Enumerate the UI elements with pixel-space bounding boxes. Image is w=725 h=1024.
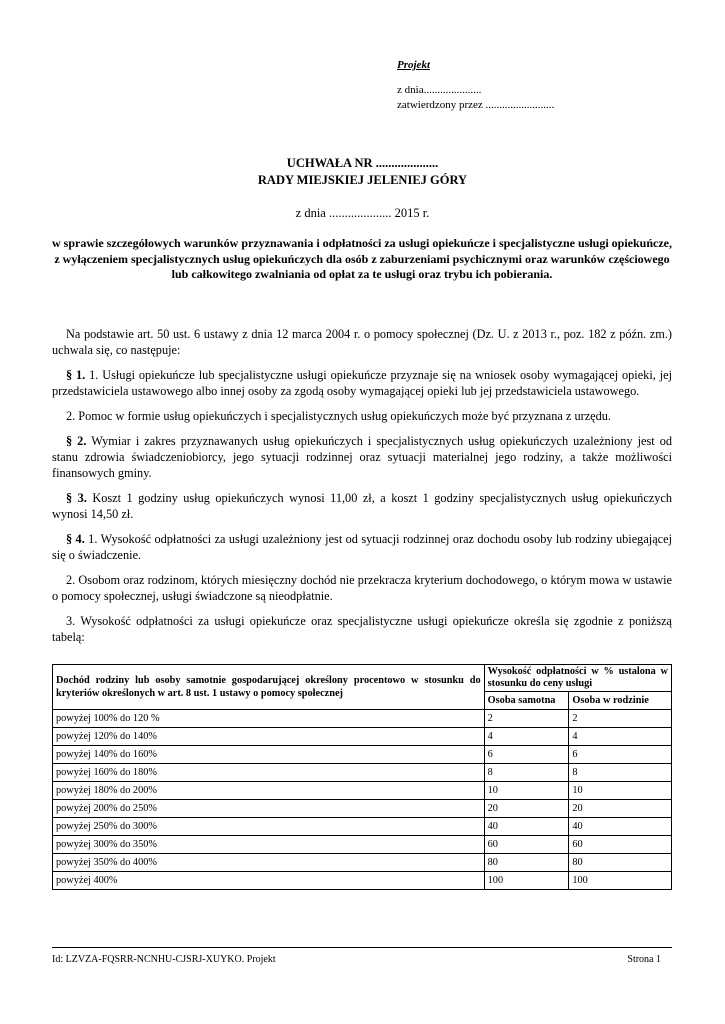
fee-table bbox=[52, 664, 672, 890]
paragraph-2-mark: § 2. bbox=[66, 434, 87, 448]
single-fee-cell: 100 bbox=[484, 872, 569, 890]
paragraph-4-point-3: 3. Wysokość odpłatności za usługi opiekuńcze oraz specjalistyczne usługi opiekuńcze określa się zgodnie z poniższą tabelą: bbox=[52, 614, 672, 644]
family-fee-cell: 6 bbox=[569, 746, 672, 764]
table-row bbox=[53, 782, 672, 800]
table-row bbox=[53, 728, 672, 746]
single-fee-cell: 2 bbox=[484, 710, 569, 728]
family-fee-cell: 60 bbox=[569, 836, 672, 854]
fee-table-body bbox=[53, 710, 672, 890]
paragraph-1-mark: § 1. bbox=[66, 368, 86, 382]
income-range-cell: powyżej 200% do 250% bbox=[53, 800, 485, 818]
header-family: Osoba w rodzinie bbox=[569, 692, 672, 710]
income-range-cell: powyżej 180% do 200% bbox=[53, 782, 485, 800]
paragraph-1-text: 1. Usługi opiekuńcze lub specjalistyczne usługi opiekuńcze przyznaje się na wniosek osoby wymagającej opieki, jej przedstawiciela ustawowego albo innej osoby za zgodą osoby wymagającej opieki lub jej przedstawiciela ustawowego. bbox=[52, 368, 672, 398]
paragraph-3 bbox=[52, 490, 672, 522]
family-fee-cell: 2 bbox=[569, 710, 672, 728]
table-row bbox=[53, 800, 672, 818]
table-row bbox=[53, 854, 672, 872]
income-range-cell: powyżej 120% do 140% bbox=[53, 728, 485, 746]
header-income: Dochód rodziny lub osoby samotnie gospodarującej określony procentowo w stosunku do kryteriów określonych w art. 8 ust. 1 ustawy o pomocy społecznej bbox=[53, 665, 485, 710]
paragraph-4-text: 1. Wysokość odpłatności za usługi uzależniony jest od sytuacji rodzinnej oraz dochodu osoby lub rodziny ubiegającej się o świadczenie. bbox=[52, 532, 672, 562]
header-block bbox=[397, 58, 554, 113]
table-row bbox=[53, 710, 672, 728]
single-fee-cell: 8 bbox=[484, 764, 569, 782]
table-row bbox=[53, 836, 672, 854]
header-approved-line: zatwierdzony przez ......................... bbox=[397, 99, 555, 111]
document-id: Id: LZVZA-FQSRR-NCNHU-CJSRJ-XUYKO. Projekt bbox=[52, 954, 276, 965]
page-number: Strona 1 bbox=[627, 954, 661, 965]
single-fee-cell: 60 bbox=[484, 836, 569, 854]
single-fee-cell: 4 bbox=[484, 728, 569, 746]
project-label: Projekt bbox=[397, 59, 430, 71]
income-range-cell: powyżej 400% bbox=[53, 872, 485, 890]
family-fee-cell: 80 bbox=[569, 854, 672, 872]
paragraph-2 bbox=[52, 433, 672, 481]
header-single: Osoba samotna bbox=[484, 692, 569, 710]
single-fee-cell: 40 bbox=[484, 818, 569, 836]
income-range-cell: powyżej 140% do 160% bbox=[53, 746, 485, 764]
resolution-title-line1: UCHWAŁA NR .................... bbox=[286, 156, 439, 170]
table-row bbox=[53, 764, 672, 782]
paragraph-1-point-2: 2. Pomoc w formie usług opiekuńczych i specjalistycznych usług opiekuńczych może być przyznana z urzędu. bbox=[66, 409, 611, 423]
family-fee-cell: 100 bbox=[569, 872, 672, 890]
paragraph-2-text: Wymiar i zakres przyznawanych usług opiekuńczych i specjalistycznych usług opiekuńczych uzależniony jest od stanu zdrowia świadczeniobiorcy, jego sytuacji rodzinnej oraz sytuacji materialnej jego rodziny, a także możliwości finansowych gminy. bbox=[52, 434, 673, 480]
family-fee-cell: 8 bbox=[569, 764, 672, 782]
single-fee-cell: 10 bbox=[484, 782, 569, 800]
income-range-cell: powyżej 100% do 120 % bbox=[53, 710, 485, 728]
single-fee-cell: 80 bbox=[484, 854, 569, 872]
paragraph-4-point-2: 2. Osobom oraz rodzinom, których miesięczny dochód nie przekracza kryterium dochodowego, o którym mowa w ustawie o pomocy społecznej, usługi świadczone są nieodpłatnie. bbox=[52, 573, 672, 603]
income-range-cell: powyżej 250% do 300% bbox=[53, 818, 485, 836]
header-fee: Wysokość odpłatności w % ustalona w stosunku do ceny usługi bbox=[484, 665, 671, 692]
family-fee-cell: 10 bbox=[569, 782, 672, 800]
preamble: Na podstawie art. 50 ust. 6 ustawy z dnia 12 marca 2004 r. o pomocy społecznej (Dz. U. z 2013 r., poz. 182 z późn. zm.) uchwala się, co następuje: bbox=[52, 327, 672, 357]
income-range-cell: powyżej 160% do 180% bbox=[53, 764, 485, 782]
fee-table-header-row bbox=[53, 665, 672, 692]
table-row bbox=[53, 818, 672, 836]
single-fee-cell: 20 bbox=[484, 800, 569, 818]
paragraph-4-mark: § 4. bbox=[66, 532, 85, 546]
income-range-cell: powyżej 300% do 350% bbox=[53, 836, 485, 854]
paragraph-1 bbox=[52, 367, 672, 399]
table-row bbox=[53, 872, 672, 890]
income-range-cell: powyżej 350% do 400% bbox=[53, 854, 485, 872]
paragraph-4 bbox=[52, 531, 672, 563]
resolution-subject: w sprawie szczegółowych warunków przyznawania i odpłatności za usługi opiekuńcze i specjalistyczne usługi opiekuńcze, z wyłączeniem specjalistycznych usług opiekuńczych dla osób z zaburzeniami psychicznymi oraz warunków częściowego lub całkowitego zwalniania od opłat za te usługi oraz trybu ich pobierania. bbox=[52, 236, 673, 281]
family-fee-cell: 40 bbox=[569, 818, 672, 836]
header-date-line: z dnia..................... bbox=[397, 84, 482, 96]
footer-divider bbox=[52, 947, 672, 948]
resolution-date: z dnia .................... 2015 r. bbox=[295, 206, 430, 220]
resolution-title-line2: RADY MIEJSKIEJ JELENIEJ GÓRY bbox=[257, 173, 468, 187]
table-row bbox=[53, 746, 672, 764]
paragraph-3-mark: § 3. bbox=[66, 491, 87, 505]
family-fee-cell: 20 bbox=[569, 800, 672, 818]
family-fee-cell: 4 bbox=[569, 728, 672, 746]
single-fee-cell: 6 bbox=[484, 746, 569, 764]
resolution-body bbox=[52, 326, 672, 654]
paragraph-3-text: Koszt 1 godziny usług opiekuńczych wynosi 11,00 zł, a koszt 1 godziny specjalistycznych usług opiekuńczych wynosi 14,50 zł. bbox=[52, 491, 672, 521]
